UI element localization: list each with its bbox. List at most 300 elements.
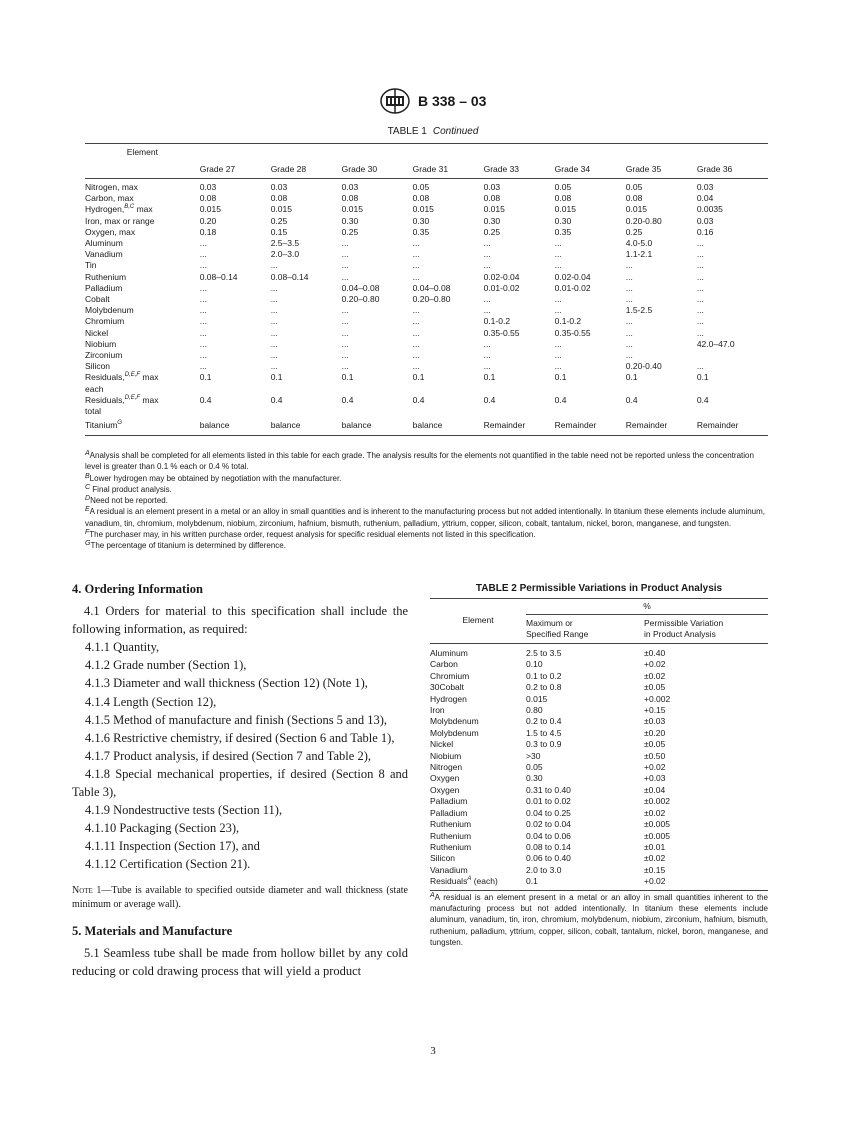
table1-cell: ...: [412, 305, 420, 316]
table2-range-cell: 0.1: [526, 876, 644, 890]
table1-cell: ...: [696, 260, 704, 271]
table2-element: Residuals: [430, 876, 468, 887]
table2-range-cell: 0.2 to 0.8: [526, 682, 562, 693]
table1-cell: 0.1: [412, 372, 425, 383]
table1-row: [85, 249, 768, 260]
section4-intro: 4.1 Orders for material to this specification shall include the following information, as required:: [72, 604, 408, 637]
table1-cell: ...: [341, 305, 349, 316]
table1-continued: Continued: [432, 126, 479, 137]
table1-cell: ...: [270, 305, 278, 316]
table1-footnote-text: Need not be reported.: [90, 496, 168, 506]
table1-cell: 0.1: [341, 372, 354, 383]
table2-range-cell: 0.04 to 0.25: [526, 807, 571, 818]
table1-cell: 0.20: [199, 215, 217, 226]
table1-label-cell: [85, 238, 200, 249]
table1-cell: 0.4: [625, 394, 638, 405]
table1-cell: 0.03: [483, 182, 501, 192]
table2-row: [430, 796, 768, 807]
table2-element: Nickel: [430, 739, 454, 750]
table1-cell: 0.25: [625, 226, 643, 237]
table1-cell: 0.30: [483, 215, 501, 226]
table1-row-label-suffix: max: [134, 204, 153, 215]
table1-label-cell: [85, 272, 200, 283]
table1-cell: 0.4: [341, 394, 354, 405]
table2-element-cell: [430, 644, 526, 660]
table2-variation-cell: ±0.02: [644, 853, 666, 864]
ordering-item: 4.1.8 Special mechanical properties, if desired (Section 8 and Table 3),: [72, 766, 408, 800]
table1-cell: 0.20-0.40: [625, 361, 662, 372]
table1-cell: 0.20-0.80: [625, 215, 662, 226]
table2-element-header: Element: [430, 599, 526, 644]
table2-variation-cell: ±0.15: [644, 864, 666, 875]
table1-cell: 0.4: [412, 394, 425, 405]
table1-cell: ...: [341, 271, 349, 282]
table1-cell: ...: [554, 338, 562, 349]
table2-variation-cell: +0.02: [644, 762, 666, 773]
section5-heading: 5. Materials and Manufacture: [72, 923, 233, 938]
table1-label-cell: [85, 372, 200, 394]
table2-variation-cell: ±0.02: [644, 670, 666, 681]
ordering-item: 4.1.7 Product analysis, if desired (Section 7 and Table 2),: [85, 748, 371, 763]
table1-grade-header: Grade 27: [200, 162, 271, 179]
table1-cell: ...: [483, 338, 491, 349]
table1-footnote: [85, 484, 768, 495]
table1-cell: ...: [625, 316, 633, 327]
table2-footnote-text: A residual is an element present in a metal or an alloy in small quantities inherent to the manufacturing process but not added intentionally. In titanium these elements include aluminum, vanadium, tin, iron, chromium, molybdenum, niobium, zirconium, hafnium, bismuth, ruthenium, palladium, yttrium, copper, silicon, cobalt, tantalum, nickel, boron, manganese, and tungsten.: [430, 893, 768, 947]
table2-element-cell: [430, 728, 526, 739]
table1-cell: 0.02-0.04: [483, 271, 520, 282]
table1-cell: ...: [696, 238, 704, 249]
table1-cell: 0.08: [483, 193, 501, 204]
table1-cell: balance: [200, 417, 271, 436]
table1-footnote-ref: B,C: [124, 204, 135, 211]
section5-para: 5.1 Seamless tube shall be made from hollow billet by any cold reducing or cold drawing process that will yield a product: [72, 945, 408, 978]
table1-cell: 0.20–0.80: [341, 294, 380, 305]
table1-cell: 0.015: [412, 204, 434, 215]
table2-element: Molybdenum: [430, 716, 479, 727]
table2-element-cell: [430, 876, 526, 890]
table2-element: Oxygen: [430, 773, 460, 784]
table1-cell: 0.25: [341, 226, 359, 237]
table1-cell: 0.1-0.2: [483, 316, 511, 327]
table2-variation-cell: ±0.005: [644, 830, 670, 841]
table1-title: [0, 126, 866, 137]
table2-range-cell: 0.02 to 0.04: [526, 819, 571, 830]
table1-row: [85, 227, 768, 238]
table1-cell: 0.08: [625, 193, 643, 204]
table1-cell: ...: [696, 271, 704, 282]
table1-cell: 0.05: [412, 182, 430, 192]
table1-cell: ...: [412, 316, 420, 327]
table2-element: Ruthenium: [430, 841, 472, 852]
table1-row-label: Oxygen, max: [85, 226, 136, 237]
table1-cell: ...: [412, 338, 420, 349]
table1-cell: ...: [270, 294, 278, 305]
table1-cell: ...: [696, 282, 704, 293]
table2-row: [430, 728, 768, 739]
table1-label-cell: [85, 350, 200, 361]
ordering-item: 4.1.9 Nondestructive tests (Section 11),: [85, 803, 283, 818]
table1-cell: Remainder: [697, 417, 768, 436]
ordering-item: 4.1.5 Method of manufacture and finish (Sections 5 and 13),: [85, 712, 388, 727]
table2-element-cell: [430, 739, 526, 750]
table1-cell: 0.05: [625, 182, 643, 192]
table1-cell: 0.03: [696, 215, 714, 226]
table1-cell: 0.03: [270, 182, 288, 192]
table1-cell: ...: [199, 327, 207, 338]
table1-label-cell: [85, 316, 200, 327]
table1-footnote-mark: D: [85, 495, 91, 503]
table1-cell: ...: [412, 327, 420, 338]
table1-row-label: Molybdenum: [85, 305, 134, 316]
table2-element: Palladium: [430, 807, 468, 818]
table1-cell: ...: [554, 249, 562, 260]
table1-cell: 0.015: [270, 204, 292, 215]
table2-element: Ruthenium: [430, 830, 472, 841]
table2-element-suffix: (each): [471, 876, 498, 887]
table1-cell: ...: [483, 260, 491, 271]
table1-cell: [697, 350, 768, 361]
table1-cell: ...: [696, 327, 704, 338]
table2-element: Palladium: [430, 796, 468, 807]
table1-cell: 0.04–0.08: [341, 282, 380, 293]
table2-element: Silicon: [430, 853, 456, 864]
table1-footnote-ref: D,E,F: [124, 394, 141, 401]
table1-row-label: Cobalt: [85, 294, 110, 305]
table1-row-label-line2: each: [85, 383, 104, 394]
table1-label-cell: [85, 204, 200, 215]
table1-cell: balance: [271, 417, 342, 436]
table2-element: Chromium: [430, 670, 470, 681]
table1-cell: ...: [483, 305, 491, 316]
table2-element-cell: [430, 865, 526, 876]
table1-cell: 2.5–3.5: [270, 238, 300, 249]
table1-cell: 0.03: [341, 182, 359, 192]
table1-cell: ...: [199, 249, 207, 260]
table1-body: [85, 179, 768, 436]
table1-cell: ...: [625, 327, 633, 338]
table1-cell: 0.1-0.2: [554, 316, 582, 327]
table2-footnote: [430, 892, 768, 948]
table1-cell: balance: [413, 417, 484, 436]
table2-element: 30Cobalt: [430, 682, 465, 693]
table1-cell: ...: [483, 294, 491, 305]
table1-cell: 0.16: [696, 226, 714, 237]
table1-cell: 0.08: [199, 193, 217, 204]
table2-variation-header: Permissible Variation in Product Analysis: [644, 615, 768, 644]
table1-cell: 0.25: [270, 215, 288, 226]
table1-row-label: Residuals,: [85, 394, 125, 405]
ordering-item: 4.1.4 Length (Section 12),: [85, 694, 217, 709]
table1-cell: 0.1: [270, 372, 283, 383]
table1-cell: ...: [554, 260, 562, 271]
table2-element-cell: [430, 842, 526, 853]
table2-range-cell: 1.5 to 4.5: [526, 727, 562, 738]
table1-label-cell: [85, 417, 200, 436]
table1-row-label: Ruthenium: [85, 271, 127, 282]
table2-row: [430, 785, 768, 796]
table1-cell: ...: [696, 361, 704, 372]
table2-row: [430, 644, 768, 660]
note-1-label: Note 1: [72, 884, 102, 896]
table2-element-cell: [430, 682, 526, 693]
table1-cell: 0.01-0.02: [554, 282, 591, 293]
table1-cell: ...: [341, 238, 349, 249]
table1-cell: ...: [270, 282, 278, 293]
table1-footnote-mark: G: [85, 540, 91, 548]
table1-cell: 0.1: [483, 372, 496, 383]
table2-element-cell: [430, 659, 526, 670]
table2-row: [430, 876, 768, 890]
table1-cell: 0.35-0.55: [554, 327, 591, 338]
section4-heading: 4. Ordering Information: [72, 582, 203, 596]
table1-cell: 0.01-0.02: [483, 282, 520, 293]
table1-cell: 0.03: [696, 182, 714, 192]
table2-range-cell: 2.5 to 3.5: [526, 648, 562, 658]
table1-row-label-line2: total: [85, 406, 102, 417]
table1-cell: ...: [483, 238, 491, 249]
ordering-item: 4.1.6 Restrictive chemistry, if desired (Section 6 and Table 1),: [85, 730, 395, 745]
table1-footnote: [85, 495, 768, 506]
table1-row: [85, 328, 768, 339]
table1-cell: ...: [270, 316, 278, 327]
table2-element: Ruthenium: [430, 819, 472, 830]
table2-variation-cell: +0.02: [644, 876, 768, 890]
table2-row: [430, 808, 768, 819]
table1-cell: Remainder: [555, 417, 626, 436]
note-1: [72, 884, 408, 912]
table1-cell: ...: [554, 361, 562, 372]
table2-row: [430, 671, 768, 682]
table1-cell: ...: [412, 249, 420, 260]
table1-grade-header: Grade 28: [271, 162, 342, 179]
table1-cell: 0.04–0.08: [412, 282, 451, 293]
page-header: [0, 88, 866, 114]
table1-cell: 0.08: [270, 193, 288, 204]
table2-element: Oxygen: [430, 784, 460, 795]
table1-cell: ...: [554, 305, 562, 316]
table1-grade-header: Grade 34: [555, 162, 626, 179]
table1-footnote-mark: B: [85, 472, 90, 480]
table2-element: Molybdenum: [430, 727, 479, 738]
section4-items: [72, 638, 408, 873]
table2-range-cell: 0.04 to 0.06: [526, 830, 571, 841]
table1-label-cell: [85, 216, 200, 227]
table2-variation-cell: ±0.50: [644, 750, 666, 761]
table2-row: [430, 853, 768, 864]
table1-cell: 0.08: [341, 193, 359, 204]
table2-variation-cell: ±0.20: [644, 727, 666, 738]
table1-cell: 0.08: [554, 193, 572, 204]
table1-grade-header: Grade 35: [626, 162, 697, 179]
table1-cell: ...: [199, 338, 207, 349]
table1-cell: ...: [199, 294, 207, 305]
ordering-item: 4.1.10 Packaging (Section 23),: [85, 821, 240, 836]
table1-cell: ...: [483, 249, 491, 260]
table2-range-cell: >30: [526, 750, 541, 761]
table1-cell: ...: [696, 249, 704, 260]
table1-cell: 0.18: [199, 226, 217, 237]
table1-cell: 0.25: [483, 226, 501, 237]
table1-cell: ...: [199, 282, 207, 293]
table2-element: Vanadium: [430, 864, 468, 875]
table1-label-cell: [85, 227, 200, 238]
table1-cell: ...: [270, 260, 278, 271]
table1-footnote-mark: E: [85, 506, 90, 514]
table2-footnote-mark: A: [430, 892, 435, 899]
table1-cell: 0.30: [341, 215, 359, 226]
table1-cell: 0.08–0.14: [270, 271, 309, 282]
table1-cell: ...: [412, 350, 420, 361]
table1-row: [85, 204, 768, 215]
table1-footnote: [85, 529, 768, 540]
table2-variation-cell: ±0.002: [644, 796, 670, 807]
table1-row-label: Iron, max or range: [85, 215, 155, 226]
table1-label-cell: [85, 328, 200, 339]
note-1-text: —Tube is available to specified outside diameter and wall thickness (state minimum or average wall).: [72, 884, 408, 910]
table1-row-label: Residuals,: [85, 372, 125, 383]
table2-range-header: Maximum or Specified Range: [526, 615, 644, 644]
table1-cell: ...: [412, 238, 420, 249]
table1-cell: ...: [199, 350, 207, 361]
table1-cell: ...: [412, 271, 420, 282]
table1-cell: 0.4: [554, 394, 567, 405]
table1-cell: 0.4: [483, 394, 496, 405]
table2-range-cell: 0.3 to 0.9: [526, 739, 562, 750]
table1-row: [85, 283, 768, 294]
table1-row: [85, 372, 768, 394]
table1-cell: 0.4: [696, 394, 709, 405]
table1-grade-header: Grade 33: [484, 162, 555, 179]
table2-element-cell: [430, 671, 526, 682]
table1-row-label: Niobium: [85, 338, 117, 349]
table2-element-cell: [430, 694, 526, 705]
table2-row: [430, 865, 768, 876]
table1-cell: 0.02-0.04: [554, 271, 591, 282]
table2-element: Hydrogen: [430, 693, 467, 704]
table1-row-label: Palladium: [85, 282, 123, 293]
table2-range-cell: 0.05: [526, 762, 543, 773]
table1-cell: 0.35-0.55: [483, 327, 520, 338]
table1-cell: ...: [270, 327, 278, 338]
astm-logo-icon: [380, 88, 410, 114]
table1-row-label: Tin: [85, 260, 97, 271]
table1-footnote-text: The purchaser may, in his written purchase order, request analysis for specific residual elements not listed in this specification.: [89, 530, 536, 540]
table1-cell: ...: [625, 350, 633, 361]
table2-body: [430, 644, 768, 891]
table2-element-cell: [430, 796, 526, 807]
table1-row: [85, 294, 768, 305]
table1-cell: 1.1-2.1: [625, 249, 653, 260]
table1-cell: Remainder: [484, 417, 555, 436]
table2-row: [430, 762, 768, 773]
table2-row: [430, 831, 768, 842]
table1-cell: ...: [341, 316, 349, 327]
table1-cell: 0.015: [625, 204, 648, 215]
ordering-item: 4.1.3 Diameter and wall thickness (Section 12) (Note 1),: [85, 676, 368, 691]
table2-row: [430, 739, 768, 750]
table1-cell: Remainder: [626, 417, 697, 436]
table1-row: [85, 417, 768, 436]
table1-cell: balance: [342, 417, 413, 436]
table2-variation-cell: ±0.04: [644, 784, 666, 795]
table1-cell: 0.015: [341, 204, 363, 215]
table1-footnote: [85, 473, 768, 484]
table1-row-label: Nickel: [85, 327, 109, 338]
table1-row: [85, 305, 768, 316]
table2-row: [430, 819, 768, 830]
table1-row: [85, 193, 768, 204]
table2-variation-cell: ±0.01: [644, 841, 666, 852]
table2-element: Carbon: [430, 659, 458, 670]
table1-row: [85, 350, 768, 361]
table1-cell: ...: [341, 260, 349, 271]
table1-row-label-suffix: max: [140, 394, 159, 405]
left-column: [72, 580, 408, 980]
table1-row-label: Silicon: [85, 361, 111, 372]
table1-cell: ...: [270, 350, 278, 361]
table1-label-cell: [85, 395, 200, 417]
table2-variation-cell: ±0.40: [644, 648, 666, 658]
table1-footnote-mark: F: [85, 529, 90, 537]
table1-grade-header: Grade 36: [697, 162, 768, 179]
table1-cell: 0.35: [554, 226, 572, 237]
table1-footnote-mark: A: [85, 450, 90, 457]
table1-cell: 42.0–47.0: [696, 338, 735, 349]
table1-element-header: Element: [85, 144, 200, 163]
table1-label-cell: [85, 260, 200, 271]
table1-cell: 0.05: [554, 182, 572, 192]
table1-row: [85, 272, 768, 283]
table1-footnote: [85, 506, 768, 529]
table1-cell: ...: [412, 260, 420, 271]
table1-footnote-ref: D,E,F: [124, 372, 141, 379]
document-code: B 338 – 03: [417, 93, 487, 109]
table1-cell: 0.1: [696, 372, 709, 383]
table1-label-cell: [85, 339, 200, 350]
table2-range-cell: 0.2 to 0.4: [526, 716, 562, 727]
table2-row: [430, 682, 768, 693]
table2-title: TABLE 2 Permissible Variations in Product Analysis: [475, 583, 723, 594]
table2-percent-header: %: [526, 599, 768, 615]
table2-element-cell: [430, 705, 526, 716]
table2-range-cell: 0.80: [526, 705, 543, 716]
table2-variation-cell: ±0.02: [644, 807, 666, 818]
table1-footnote-text: The percentage of titanium is determined by difference.: [90, 541, 286, 551]
table1-cell: ...: [199, 305, 207, 316]
table2-variation-cell: +0.03: [644, 773, 666, 784]
table1-cell: 0.1: [554, 372, 567, 383]
table1-row: [85, 238, 768, 249]
table1-cell: ...: [199, 260, 207, 271]
table1-cell: ...: [625, 271, 633, 282]
table1-row: [85, 316, 768, 327]
table2-element-cell: [430, 819, 526, 830]
table1-row: [85, 395, 768, 417]
table1-row-label-suffix: max: [140, 372, 159, 383]
table1-cell: ...: [270, 338, 278, 349]
table1-row: [85, 260, 768, 271]
table1-cell: ...: [412, 361, 420, 372]
table1-label-cell: [85, 179, 200, 194]
table2: [430, 598, 768, 891]
table2-element-cell: [430, 785, 526, 796]
table2-range-cell: 0.31 to 0.40: [526, 784, 571, 795]
table1-cell: 0.08–0.14: [199, 271, 238, 282]
table2-variation-cell: +0.002: [644, 693, 671, 704]
table1-cell: 0.4: [199, 394, 212, 405]
table1-grade-header: Grade 30: [342, 162, 413, 179]
